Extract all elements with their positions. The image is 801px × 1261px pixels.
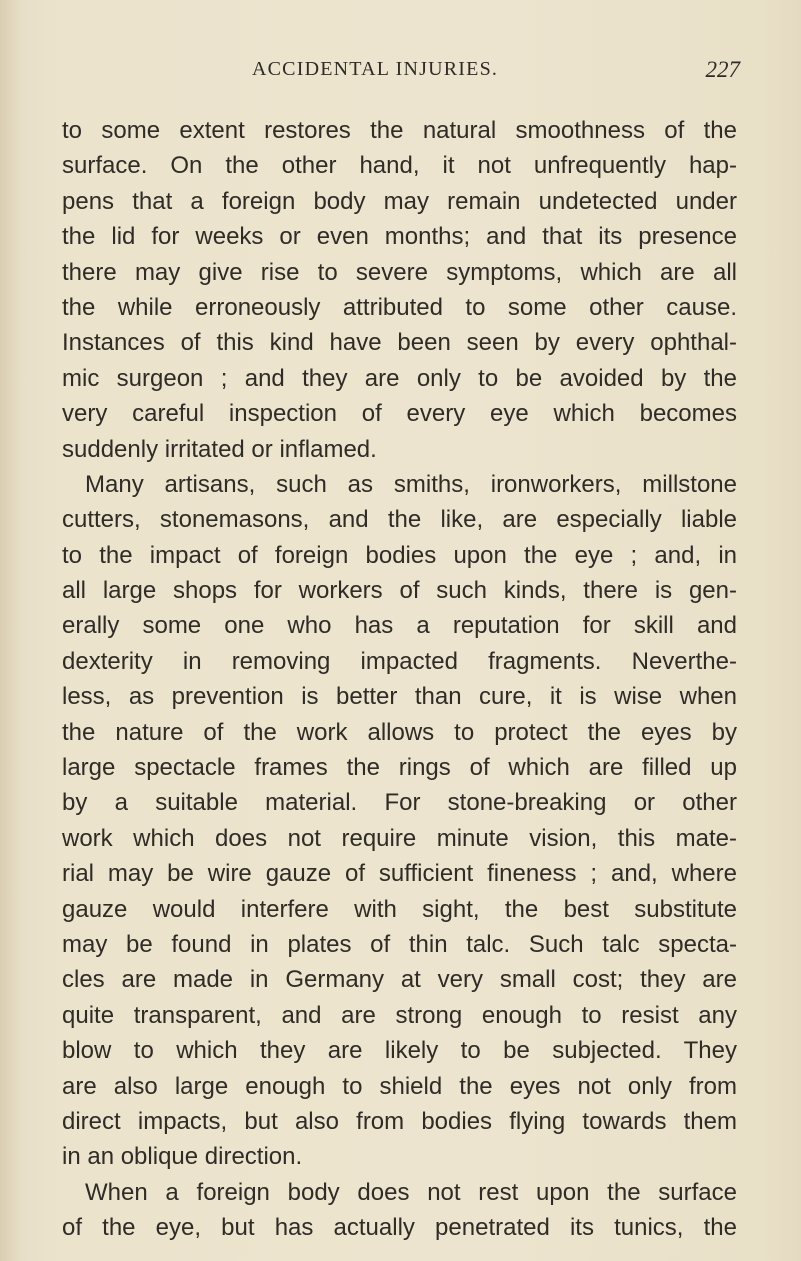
text-line: pens that a foreign body may remain undetected under (62, 187, 737, 215)
text-line: large spectacle frames the rings of which are filled up (62, 754, 737, 782)
text-line: surface. On the other hand, it not unfrequently hap- (62, 152, 737, 180)
text-line: cles are made in Germany at very small cost; they are (62, 966, 737, 994)
text-line: dexterity in removing impacted fragments. Neverthe- (62, 647, 737, 675)
text-line: very careful inspection of every eye which becomes (62, 400, 737, 428)
text-line: of the eye, but has actually penetrated its tunics, the (62, 1214, 737, 1242)
body-text (62, 113, 737, 1246)
text-line: in an oblique direction. (62, 1143, 303, 1171)
page-number: 227 (705, 57, 740, 82)
text-line: When a foreign body does not rest upon the surface (85, 1178, 737, 1206)
text-line: blow to which they are likely to be subjected. They (62, 1037, 737, 1065)
text-line: less, as prevention is better than cure, it is wise when (62, 683, 737, 711)
text-line: rial may be wire gauze of sufficient fineness ; and, where (62, 860, 737, 888)
text-line: the while erroneously attributed to some other cause. (62, 293, 737, 321)
text-line: the nature of the work allows to protect the eyes by (62, 718, 737, 746)
text-line: Instances of this kind have been seen by every ophthal- (62, 329, 737, 357)
text-line: cutters, stonemasons, and the like, are especially liable (62, 506, 737, 534)
text-line: work which does not require minute vision, this mate- (62, 824, 737, 852)
text-line: there may give rise to severe symptoms, which are all (62, 258, 737, 286)
text-line: direct impacts, but also from bodies flying towards them (62, 1107, 737, 1135)
text-line: are also large enough to shield the eyes not only from (62, 1072, 737, 1100)
text-line: suddenly irritated or inflamed. (62, 435, 377, 463)
text-line: Many artisans, such as smiths, ironworkers, millstone (85, 470, 737, 498)
text-line: may be found in plates of thin talc. Such talc specta- (62, 930, 737, 958)
text-line: by a suitable material. For stone-breaking or other (62, 789, 737, 817)
text-line: quite transparent, and are strong enough to resist any (62, 1001, 737, 1029)
running-head-title: ACCIDENTAL INJURIES. (252, 58, 499, 80)
text-line: erally some one who has a reputation for skill and (62, 612, 737, 640)
text-line: to some extent restores the natural smoothness of the (62, 117, 737, 144)
text-line: the lid for weeks or even months; and that its presence (62, 223, 737, 251)
text-line: all large shops for workers of such kinds, there is gen- (62, 577, 737, 605)
text-line: gauze would interfere with sight, the best substitute (62, 895, 737, 923)
text-line: to the impact of foreign bodies upon the eye ; and, in (62, 541, 737, 569)
text-line: mic surgeon ; and they are only to be avoided by the (62, 364, 737, 392)
running-head (60, 58, 740, 88)
